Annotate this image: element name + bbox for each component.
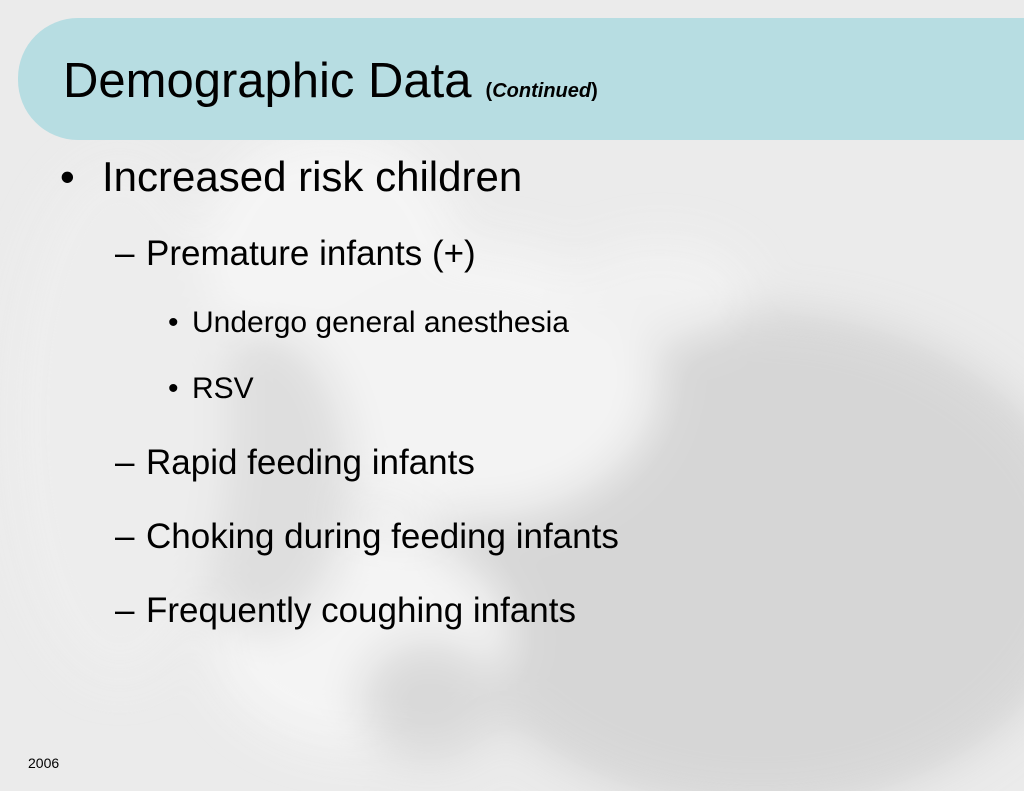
bullet-dot: •	[168, 306, 179, 339]
sub-item-text: Choking during feeding infants	[146, 517, 619, 556]
dash-mark: –	[115, 443, 135, 482]
bullet-increased-risk	[60, 152, 522, 202]
sub-item-choking	[115, 516, 619, 558]
sub-item-rapid-feeding	[115, 442, 475, 484]
title-continued	[486, 80, 598, 102]
sub-item-premature	[115, 233, 476, 275]
dash-mark: –	[115, 234, 135, 273]
sub-item-coughing	[115, 590, 576, 632]
title-continued-text: Continued	[492, 80, 592, 102]
bullet-dot: •	[168, 372, 179, 405]
title-paren-open: (	[485, 80, 493, 102]
subsub-item-rsv	[168, 371, 254, 407]
dash-mark: –	[115, 517, 135, 556]
sub-item-text: Rapid feeding infants	[146, 443, 475, 482]
slide-title-text: Demographic Data	[63, 54, 472, 108]
footer-year: 2006	[28, 755, 60, 771]
slide-title	[63, 52, 598, 120]
bullet-text: Increased risk children	[102, 153, 523, 200]
subsub-item-anesthesia	[168, 305, 569, 341]
title-paren-close: )	[591, 80, 598, 102]
bullet-dot: •	[60, 153, 75, 200]
sub-item-text: Premature infants (+)	[146, 234, 476, 273]
subsub-item-text: Undergo general anesthesia	[192, 306, 569, 339]
subsub-item-text: RSV	[192, 372, 254, 405]
sub-item-text: Frequently coughing infants	[146, 591, 576, 630]
dash-mark: –	[115, 591, 135, 630]
